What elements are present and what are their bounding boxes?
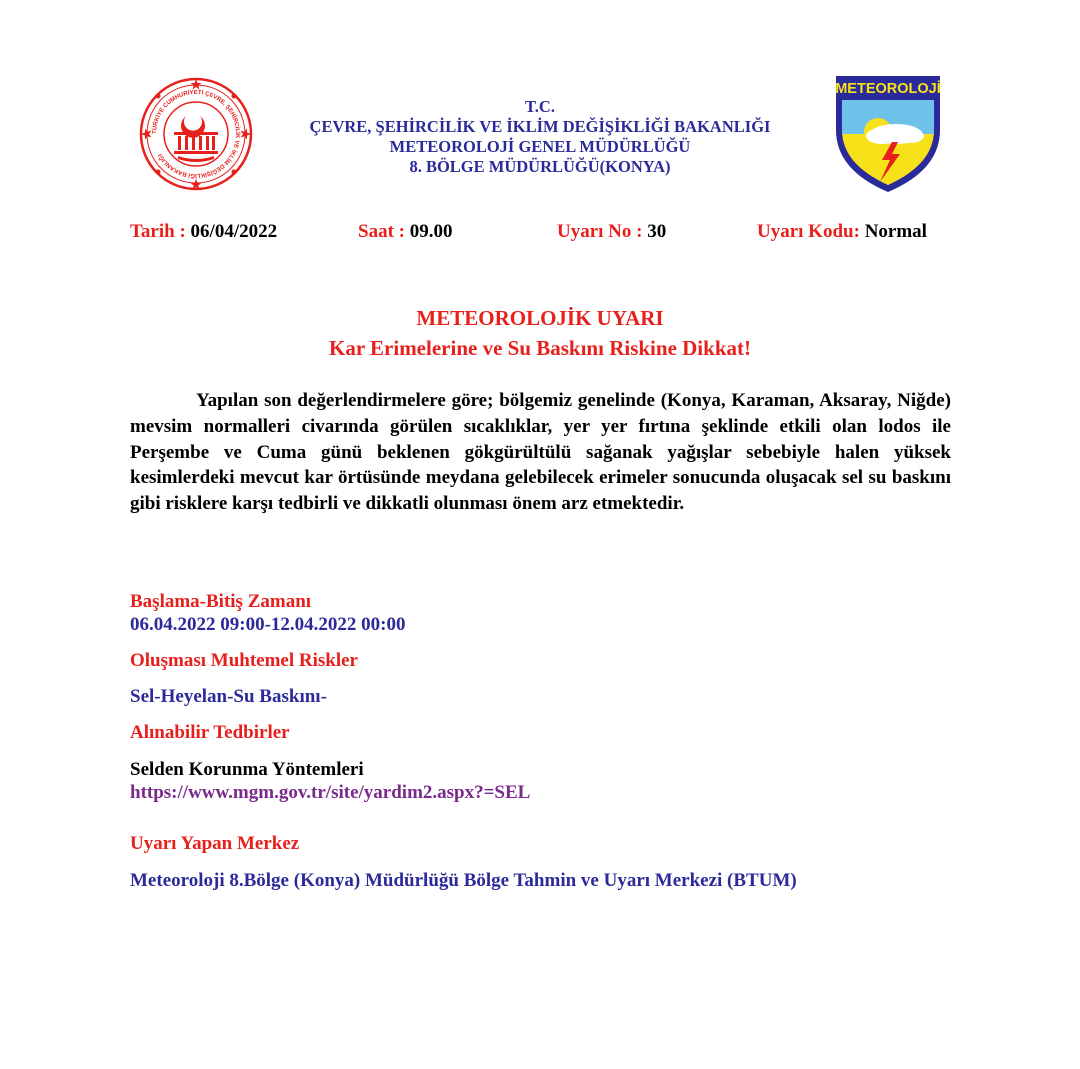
header-line-tc: T.C.	[525, 97, 555, 116]
center-label: Uyarı Yapan Merkez	[130, 833, 300, 854]
date-value: 06/04/2022	[190, 221, 278, 242]
warning-no-field	[557, 221, 666, 243]
header-region: 8. BÖLGE MÜDÜRLÜĞÜ(KONYA)	[409, 157, 671, 176]
header-directorate: METEOROLOJİ GENEL MÜDÜRLÜĞÜ	[389, 137, 691, 156]
time-field	[358, 221, 452, 243]
meteoroloji-shield-icon	[834, 74, 942, 194]
warning-no-label: Uyarı No :	[557, 221, 643, 242]
header-ministry: ÇEVRE, ŞEHİRCİLİK VE İKLİM DEĞİŞİKLİĞİ BAKANLIĞI	[309, 117, 771, 136]
svg-text:TÜRKİYE CUMHURİYETİ ÇEVRE, ŞEH: TÜRKİYE CUMHURİYETİ ÇEVRE, ŞEHİRCİLİK VE İKLİM DEĞİŞİKLİĞİ BAKANLIĞI	[151, 89, 241, 179]
date-label: Tarih :	[130, 221, 186, 242]
risks-value: Sel-Heyelan-Su Baskını-	[130, 686, 327, 707]
svg-text:METEOROLOJİ: METEOROLOJİ	[835, 81, 941, 97]
ministry-seal-icon	[138, 76, 254, 192]
measures-label: Alınabilir Tedbirler	[130, 722, 290, 743]
warning-body: Yapılan son değerlendirmelere göre; bölgemiz genelinde (Konya, Karaman, Aksaray, Niğde) mevsim normalleri civarında görülen sıcaklıklar, yer yer fırtına şeklinde etkili olan lodos ile Perşembe ve Cuma günü beklenen gökgürültülü sağanak yağışlar sebebiyle halen yüksek kesimlerdeki mevcut kar örtüsünde meydana gelebilecek erimeler sonucunda oluşacak sel su baskını gibi risklere karşı tedbirli ve dikkatli olunması önem arz etmektedir.	[130, 390, 951, 515]
center-value: Meteoroloji 8.Bölge (Konya) Müdürlüğü Bölge Tahmin ve Uyarı Merkezi (BTUM)	[130, 870, 797, 891]
page-subtitle: Kar Erimelerine ve Su Baskını Riskine Dikkat!	[329, 336, 751, 360]
warning-code-value: Normal	[864, 221, 927, 242]
page-title: METEOROLOJİK UYARI	[416, 306, 664, 330]
measures-value: Selden Korunma Yöntemleri	[130, 759, 364, 780]
time-value: 09.00	[409, 221, 453, 242]
warning-no-value: 30	[647, 221, 667, 242]
time-label: Saat :	[358, 221, 405, 242]
date-field	[130, 221, 277, 243]
warning-code-label: Uyarı Kodu:	[757, 221, 860, 242]
period-label: Başlama-Bitiş Zamanı	[130, 591, 312, 612]
risks-label: Oluşması Muhtemel Riskler	[130, 650, 358, 671]
period-value: 06.04.2022 09:00-12.04.2022 00:00	[130, 614, 406, 635]
warning-code-field	[757, 221, 927, 243]
measures-link[interactable]: https://www.mgm.gov.tr/site/yardim2.aspx?=SEL	[130, 782, 531, 803]
